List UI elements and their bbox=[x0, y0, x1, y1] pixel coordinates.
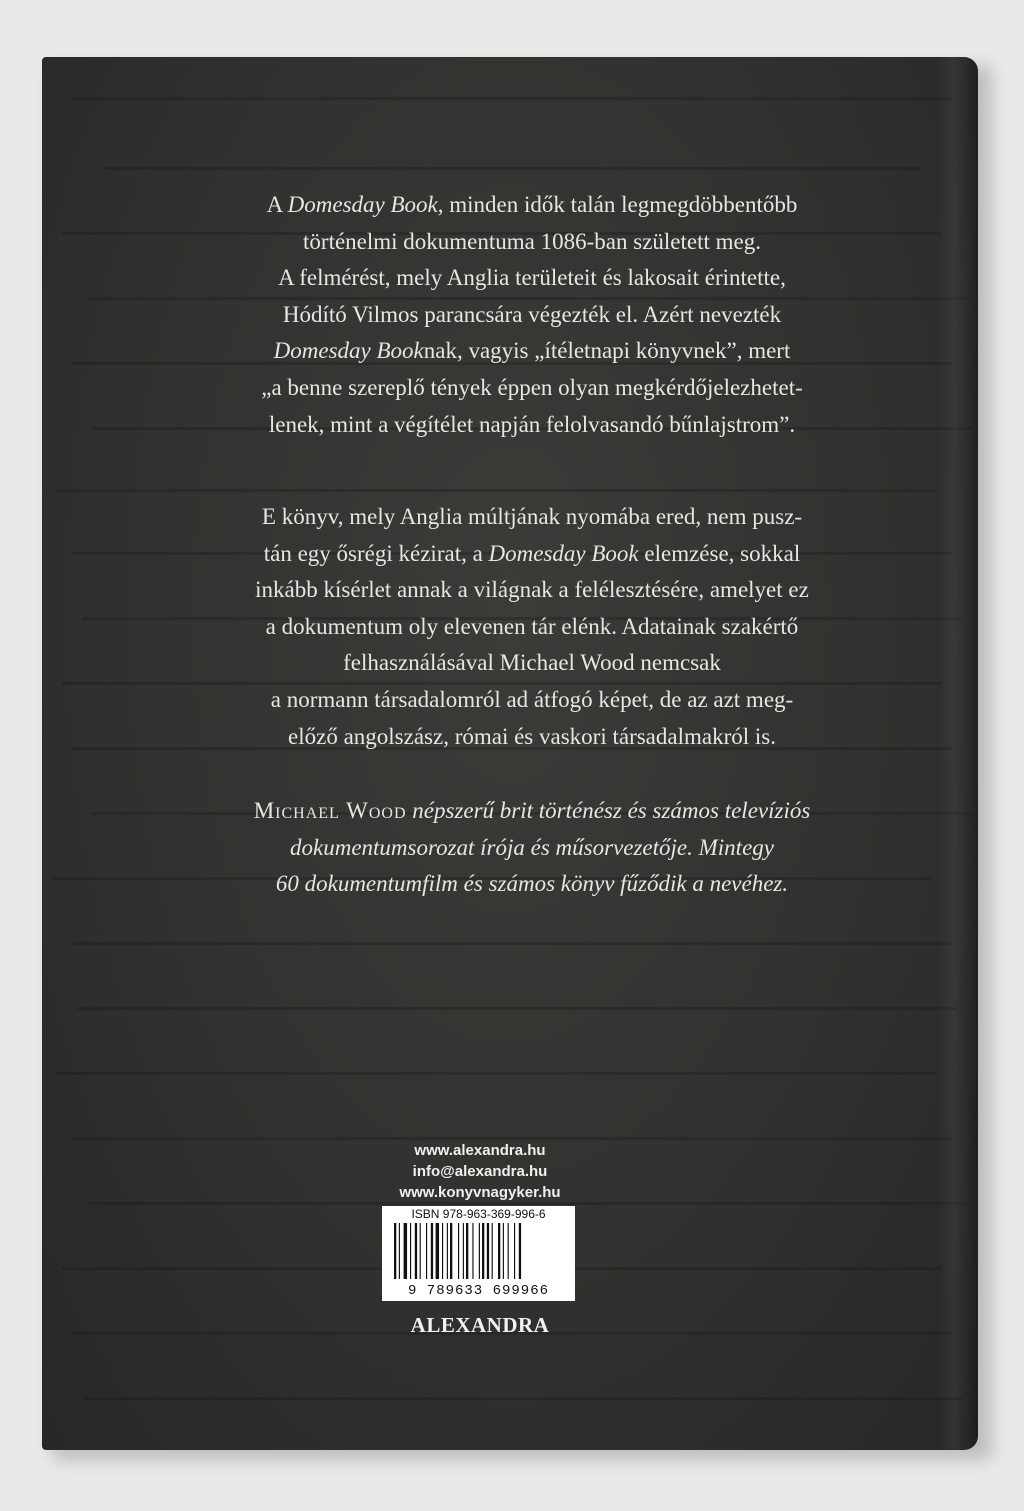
spine-edge bbox=[938, 57, 978, 1450]
blurb-paragraph-2: E könyv, mely Anglia múltjának nyomába ered, nem pusz- tán egy ősrégi kézirat, a Domesday Book elemzése, sokkal inkább kísérlet annak a világnak a felélesztésére, amelyet ez a dokumentum oly elevenen tár elénk. Adatainak szakértő felhasználásával Michael Wood nemcsak a normann társadalomról ad átfogó képet, de az azt meg- előző angolszász, római és vaskori társadalmakról is. bbox=[255, 504, 809, 749]
author-bio: Michael Wood népszerű brit történész és számos televíziós dokumentumsorozat írója és műsorvezetője. Mintegy 60 dokumentumfilm és számos könyv fűződik a nevéhez. bbox=[253, 798, 811, 897]
barcode-label bbox=[382, 1206, 575, 1301]
blurb-paragraph-1: A Domesday Book, minden idők talán legmegdöbbentőbb történelmi dokumentuma 1086-ban született meg. A felmérést, mely Anglia területeit és lakosait érintette, Hódító Vilmos parancsára végezték el. Azért nevezték Domesday Booknak, vagyis „ítéletnapi könyvnek”, mert „a benne szereplő tények éppen olyan megkérdőjelezhetet- lenek, mint a végítélet napján felolvasandó bűnlajstrom”. bbox=[261, 192, 803, 437]
email-address: info@alexandra.hu bbox=[412, 1163, 548, 1180]
barcode-icon bbox=[394, 1223, 564, 1279]
website2-link: www.konyvnagyker.hu bbox=[399, 1184, 561, 1201]
website-link: www.alexandra.hu bbox=[414, 1142, 546, 1159]
publisher-logo: ALEXANDRA bbox=[410, 1313, 550, 1337]
contact-info bbox=[380, 1140, 580, 1203]
isbn-text: ISBN 978-963-369-996-6 bbox=[411, 1207, 546, 1221]
author-name: Michael Wood bbox=[253, 798, 407, 823]
ean-digits: 9 789633 699966 bbox=[407, 1283, 550, 1299]
